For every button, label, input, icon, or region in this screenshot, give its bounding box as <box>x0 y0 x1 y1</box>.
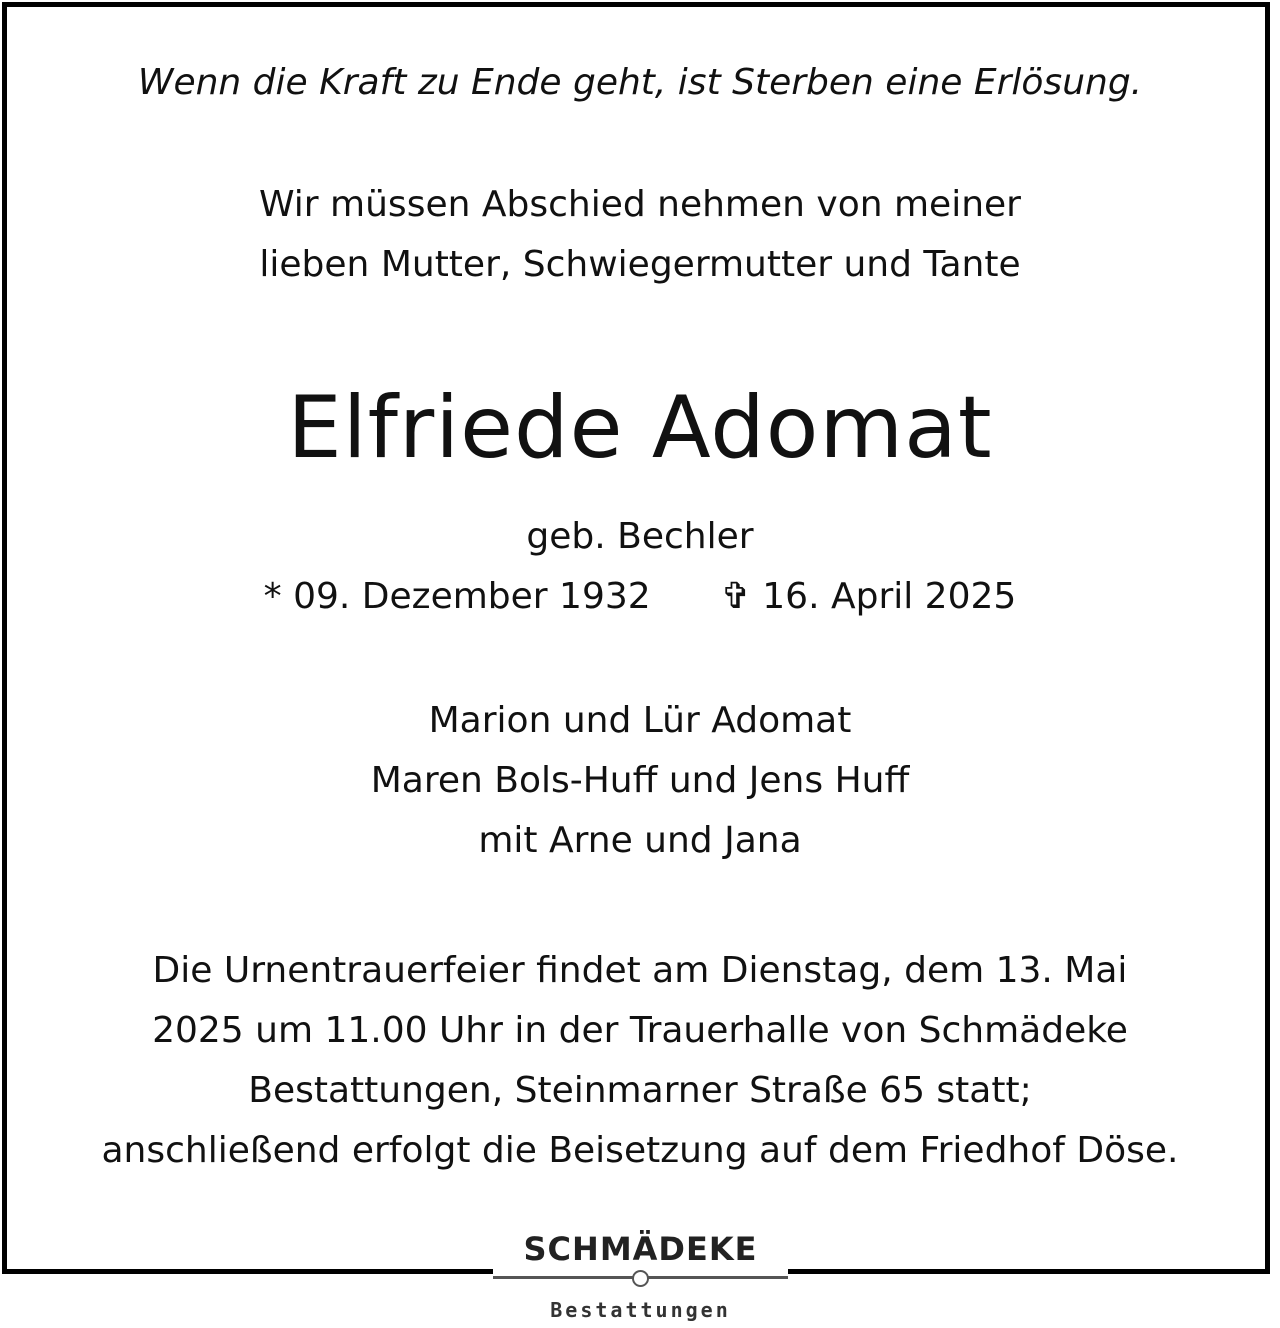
logo-wordmark: SCHMÄDEKE <box>523 1230 758 1268</box>
funeral-notice-line: Bestattungen, Steinmarner Straße 65 statt; <box>248 1070 1032 1111</box>
logo-subtitle: Bestattungen <box>550 1298 731 1322</box>
death-date: ✞ 16. April 2025 <box>720 576 1017 617</box>
family-line: Maren Bols-Huff und Jens Huff <box>370 760 910 801</box>
funeral-notice-line: anschließend erfolgt die Beisetzung auf dem Friedhof Döse. <box>101 1130 1179 1171</box>
funeral-notice-line: 2025 um 11.00 Uhr in der Trauerhalle von Schmädeke <box>152 1010 1128 1051</box>
intro-line: lieben Mutter, Schwiegermutter und Tante <box>259 244 1021 285</box>
deceased-name: Elfriede Adomat <box>287 378 993 478</box>
life-dates <box>0 576 1280 617</box>
intro-line: Wir müssen Abschied nehmen von meiner <box>259 184 1021 225</box>
family-line: mit Arne und Jana <box>478 820 802 861</box>
funeral-home-logo <box>493 1218 788 1328</box>
birth-date: * 09. Dezember 1932 <box>263 576 651 617</box>
family-line: Marion und Lür Adomat <box>428 700 852 741</box>
funeral-notice-line: Die Urnentrauerfeier findet am Dienstag, dem 13. Mai <box>152 950 1128 991</box>
logo-ring-icon <box>632 1270 649 1287</box>
motto: Wenn die Kraft zu Ende geht, ist Sterben eine Erlösung. <box>137 62 1143 103</box>
birth-name: geb. Bechler <box>526 516 754 557</box>
